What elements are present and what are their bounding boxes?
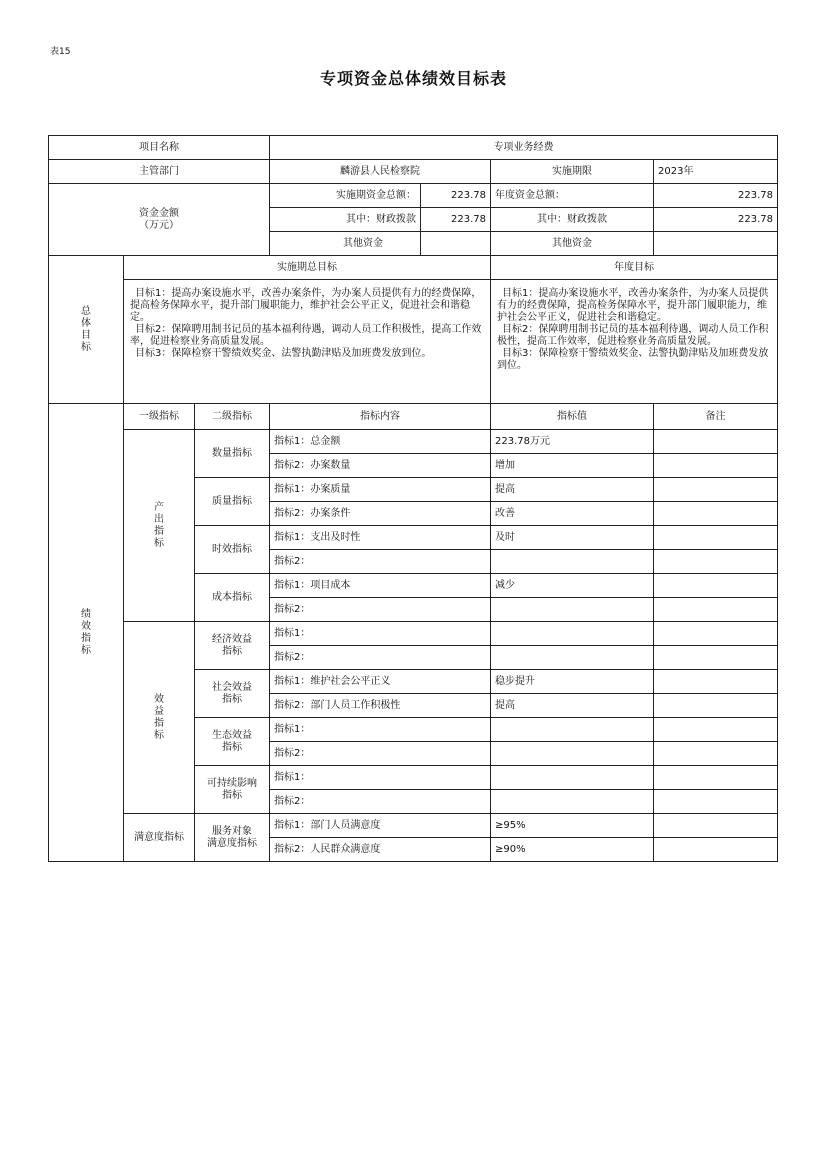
period-goal-3: 目标3：保障检察干警绩效奖金、法警执勤津贴及加班费发放到位。 — [135, 348, 432, 359]
indicator-content: 指标2： — [270, 550, 491, 574]
indicator-content: 指标1：部门人员满意度 — [270, 814, 491, 838]
period-goal-text — [124, 280, 491, 404]
indicator-value — [491, 766, 654, 790]
funds-label-line1: 资金金额 — [139, 207, 179, 219]
indicator-value — [491, 622, 654, 646]
indicator-note — [654, 718, 778, 742]
indicator-value: 及时 — [491, 526, 654, 550]
goals-label — [49, 256, 124, 404]
ecological-label-text: 生态效益 指标 — [212, 729, 252, 753]
indicator-value: ≥90% — [491, 838, 654, 862]
output-label — [124, 430, 195, 622]
indicator-note — [654, 550, 778, 574]
year-goal-1: 目标1：提高办案设施水平，改善办案条件，为办案人员提供有力的经费保障，提高检务保障水平，提升部门履职能力，维护社会公平正义，促进社会和谐稳定。 — [497, 288, 769, 323]
total-year-value: 223.78 — [654, 184, 778, 208]
indicator-value: 提高 — [491, 694, 654, 718]
economic-label-text: 经济效益 指标 — [212, 633, 252, 657]
indicator-value: 稳步提升 — [491, 670, 654, 694]
indicator-note — [654, 694, 778, 718]
performance-table — [48, 135, 778, 862]
funds-label — [49, 184, 270, 256]
other-period-label: 其他资金 — [270, 232, 421, 256]
period-label: 实施期限 — [491, 160, 654, 184]
indicators-label-text: 绩 效 指 标 — [81, 608, 91, 656]
indicators-label — [49, 404, 124, 862]
quality-label: 质量指标 — [195, 478, 270, 526]
indicator-content: 指标2： — [270, 790, 491, 814]
sustainable-label-text: 可持续影响 指标 — [207, 777, 257, 801]
indicator-note — [654, 742, 778, 766]
header-value: 指标值 — [491, 404, 654, 430]
benefit-label — [124, 622, 195, 814]
indicator-value: 减少 — [491, 574, 654, 598]
benefit-label-text: 效 益 指 标 — [154, 693, 164, 741]
indicator-value — [491, 598, 654, 622]
indicator-content: 指标1：项目成本 — [270, 574, 491, 598]
indicator-content: 指标1：办案质量 — [270, 478, 491, 502]
project-name-label: 项目名称 — [49, 136, 270, 160]
satisfaction-label: 满意度指标 — [124, 814, 195, 862]
indicator-note — [654, 526, 778, 550]
indicator-note — [654, 478, 778, 502]
indicator-note — [654, 646, 778, 670]
indicator-note — [654, 574, 778, 598]
header-level1: 一级指标 — [124, 404, 195, 430]
fiscal-year-value: 223.78 — [654, 208, 778, 232]
indicator-note — [654, 670, 778, 694]
indicator-value — [491, 646, 654, 670]
fiscal-period-value: 223.78 — [421, 208, 491, 232]
indicator-content: 指标2： — [270, 742, 491, 766]
indicator-note — [654, 430, 778, 454]
indicator-note — [654, 502, 778, 526]
indicator-note — [654, 454, 778, 478]
timeliness-label: 时效指标 — [195, 526, 270, 574]
other-year-value — [654, 232, 778, 256]
funds-label-line2: （万元） — [139, 219, 179, 231]
period-goal-header: 实施期总目标 — [124, 256, 491, 280]
indicator-content: 指标2：办案数量 — [270, 454, 491, 478]
social-label — [195, 670, 270, 718]
goals-label-text: 总 体 目 标 — [81, 305, 91, 353]
total-period-label: 实施期资金总额： — [270, 184, 421, 208]
total-period-value: 223.78 — [421, 184, 491, 208]
economic-label — [195, 622, 270, 670]
header-content: 指标内容 — [270, 404, 491, 430]
quantity-label: 数量指标 — [195, 430, 270, 478]
indicator-note — [654, 814, 778, 838]
indicator-content: 指标2：办案条件 — [270, 502, 491, 526]
indicator-note — [654, 598, 778, 622]
indicator-value: 223.78万元 — [491, 430, 654, 454]
indicator-value — [491, 790, 654, 814]
service-satisfaction-label-text: 服务对象 满意度指标 — [207, 825, 257, 849]
year-goal-header: 年度目标 — [491, 256, 778, 280]
fiscal-year-label: 其中：财政拨款 — [491, 208, 654, 232]
period-value: 2023年 — [654, 160, 778, 184]
header-level2: 二级指标 — [195, 404, 270, 430]
indicator-note — [654, 790, 778, 814]
service-satisfaction-label — [195, 814, 270, 862]
cost-label: 成本指标 — [195, 574, 270, 622]
indicator-content: 指标1： — [270, 718, 491, 742]
social-label-text: 社会效益 指标 — [212, 681, 252, 705]
header-note: 备注 — [654, 404, 778, 430]
period-goal-1: 目标1：提高办案设施水平，改善办案条件，为办案人员提供有力的经费保障，提高检务保障水平，提升部门履职能力，维护社会公平正义，促进社会和谐稳定。 — [130, 288, 482, 323]
indicator-value — [491, 742, 654, 766]
dept-value: 麟游县人民检察院 — [270, 160, 491, 184]
sheet-label: 表15 — [50, 47, 71, 57]
indicator-content: 指标2：人民群众满意度 — [270, 838, 491, 862]
indicator-content: 指标1：支出及时性 — [270, 526, 491, 550]
indicator-content: 指标1：维护社会公平正义 — [270, 670, 491, 694]
ecological-label — [195, 718, 270, 766]
indicator-value: 改善 — [491, 502, 654, 526]
sustainable-label — [195, 766, 270, 814]
other-period-value — [421, 232, 491, 256]
page-title: 专项资金总体绩效目标表 — [319, 69, 507, 88]
year-goal-text — [491, 280, 778, 404]
indicator-value — [491, 550, 654, 574]
indicator-content: 指标1： — [270, 622, 491, 646]
indicator-note — [654, 838, 778, 862]
output-label-text: 产 出 指 标 — [154, 501, 164, 549]
indicator-content: 指标2： — [270, 646, 491, 670]
indicator-content: 指标1：总金额 — [270, 430, 491, 454]
dept-label: 主管部门 — [49, 160, 270, 184]
fiscal-period-label: 其中：财政拨款 — [270, 208, 421, 232]
indicator-content: 指标1： — [270, 766, 491, 790]
indicator-content: 指标2： — [270, 598, 491, 622]
indicator-value: 提高 — [491, 478, 654, 502]
year-goal-2: 目标2：保障聘用制书记员的基本福利待遇，调动人员工作积极性，提高工作效率，促进检察业务高质量发展。 — [497, 324, 769, 347]
indicator-content: 指标2：部门人员工作积极性 — [270, 694, 491, 718]
total-year-label: 年度资金总额： — [491, 184, 654, 208]
indicator-value: 增加 — [491, 454, 654, 478]
indicator-value: ≥95% — [491, 814, 654, 838]
indicator-note — [654, 766, 778, 790]
indicator-note — [654, 622, 778, 646]
year-goal-3: 目标3：保障检察干警绩效奖金、法警执勤津贴及加班费发放到位。 — [497, 348, 769, 371]
project-name-value: 专项业务经费 — [270, 136, 778, 160]
indicator-value — [491, 718, 654, 742]
other-year-label: 其他资金 — [491, 232, 654, 256]
period-goal-2: 目标2：保障聘用制书记员的基本福利待遇，调动人员工作积极性，提高工作效率，促进检察业务高质量发展。 — [130, 324, 482, 347]
